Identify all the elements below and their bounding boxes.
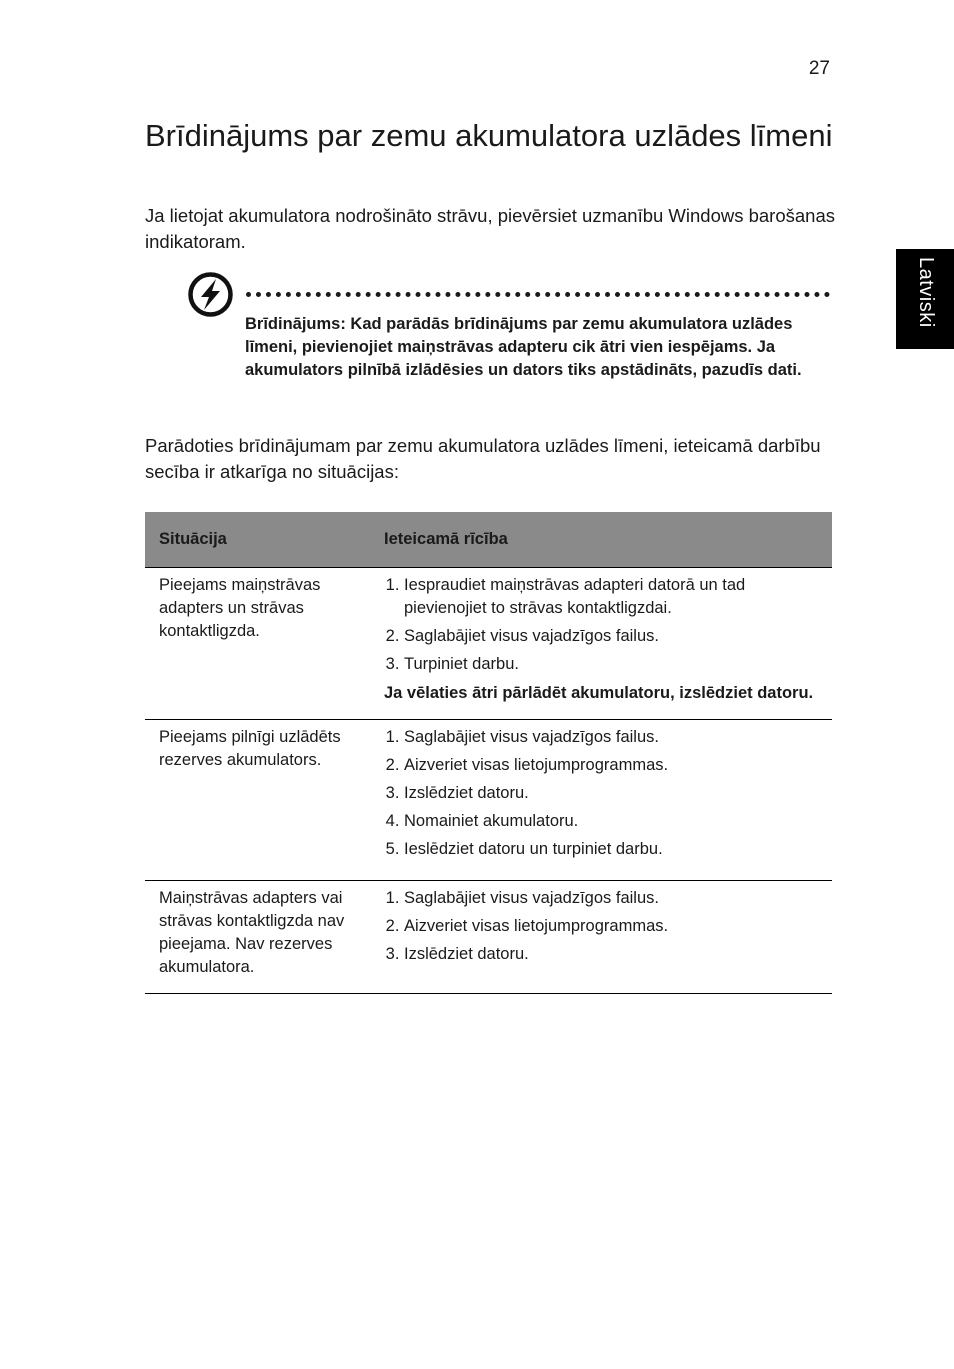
table-row	[145, 568, 832, 720]
step-item: 2. Aizveriet visas lietojumprogrammas.	[404, 915, 822, 938]
step-item: 3. Izslēdziet datoru.	[404, 943, 822, 966]
step-item: 3. Izslēdziet datoru.	[404, 782, 822, 805]
intro-paragraph: Ja lietojat akumulatora nodrošināto strāvu, pievērsiet uzmanību Windows barošanas indikatoram.	[145, 205, 836, 252]
steps-list	[384, 574, 822, 676]
table-header-row	[145, 512, 832, 568]
step-item: 1. Iespraudiet maiņstrāvas adapteri datorā un tad pievienojiet to strāvas kontaktligzdai.	[404, 574, 822, 620]
step-item: 3. Turpiniet darbu.	[404, 653, 822, 676]
step-item: 2. Saglabājiet visus vajadzīgos failus.	[404, 625, 822, 648]
page-number: 27	[808, 58, 830, 79]
header-recommended-action: Ieteicamā rīcība	[370, 512, 832, 568]
lightning-bolt-icon	[187, 271, 234, 318]
situation-intro-paragraph: Parādoties brīdinājumam par zemu akumulatora uzlādes līmeni, ieteicamā darbību secība ir atkarīga no situācijas:	[145, 435, 821, 482]
table-row	[145, 881, 832, 994]
actions-cell	[370, 568, 832, 720]
steps-list	[384, 726, 822, 861]
warning-text: Brīdinājums: Kad parādās brīdinājums par zemu akumulatora uzlādes līmeni, pievienojiet maiņstrāvas adapteru cik ātri vien iespējams. Ja akumulators pilnībā izlādēsies un dators tiks apstādināts, pazudīs dati.	[245, 315, 802, 379]
header-situation: Situācija	[145, 512, 370, 568]
steps-list	[384, 887, 822, 966]
step-item: 1. Saglabājiet visus vajadzīgos failus.	[404, 887, 822, 910]
recommended-actions-table	[145, 512, 832, 994]
actions-cell	[370, 881, 832, 994]
step-item: 1. Saglabājiet visus vajadzīgos failus.	[404, 726, 822, 749]
table-row	[145, 720, 832, 881]
step-item: 2. Aizveriet visas lietojumprogrammas.	[404, 754, 822, 777]
side-tab-label: Latviski	[915, 257, 937, 328]
action-note: Ja vēlaties ātri pārlādēt akumulatoru, izslēdziet datoru.	[384, 684, 814, 702]
situation-cell: Pieejams pilnīgi uzlādēts rezerves akumulators.	[145, 720, 370, 881]
page-title: Brīdinājums par zemu akumulatora uzlādes līmeni	[145, 118, 833, 153]
situation-cell: Pieejams maiņstrāvas adapters un strāvas kontaktligzda.	[145, 568, 370, 720]
situation-cell: Maiņstrāvas adapters vai strāvas kontaktligzda nav pieejama. Nav rezerves akumulatora.	[145, 881, 370, 994]
step-item: 5. Ieslēdziet datoru un turpiniet darbu.	[404, 838, 822, 861]
actions-cell	[370, 720, 832, 881]
step-item: 4. Nomainiet akumulatoru.	[404, 810, 822, 833]
warning-divider	[246, 292, 830, 297]
language-side-tab	[896, 249, 954, 349]
